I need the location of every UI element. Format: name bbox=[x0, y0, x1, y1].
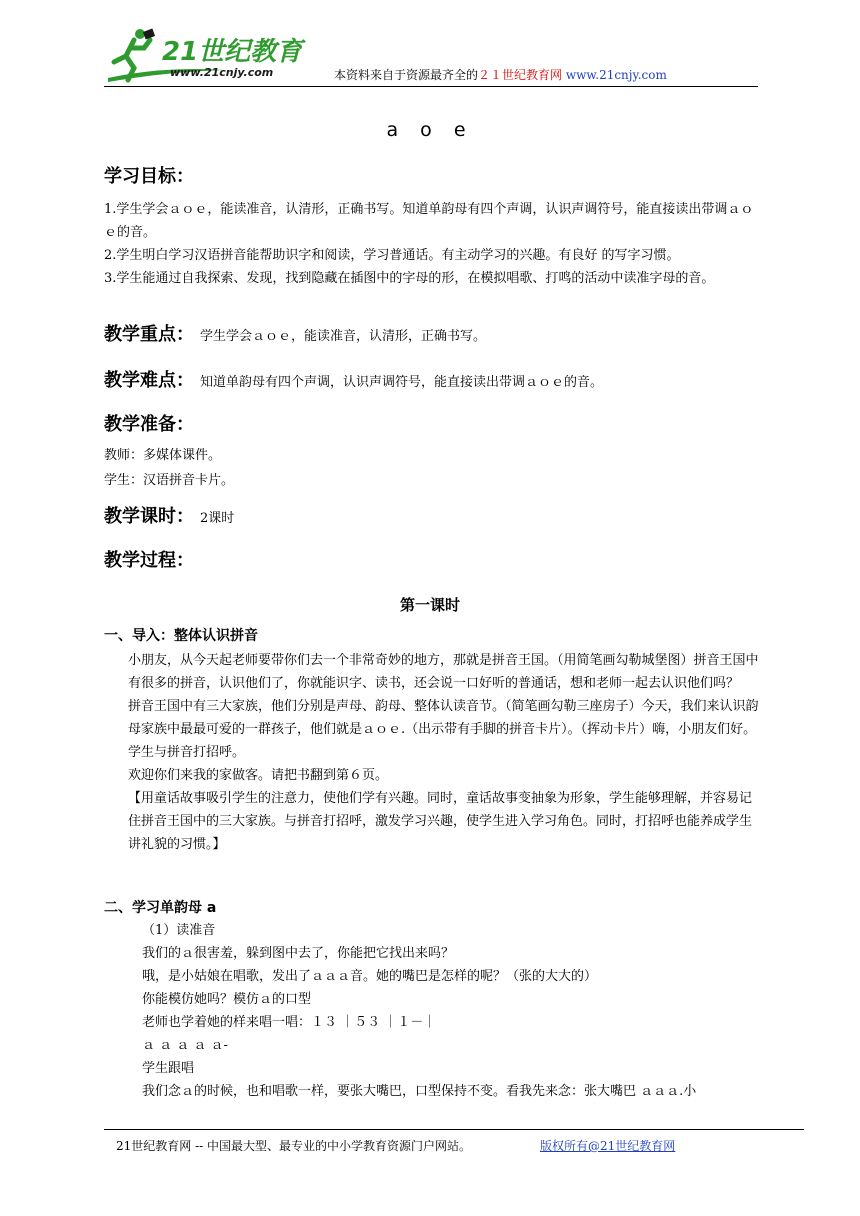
page-title: a o e bbox=[386, 119, 474, 141]
key-point-section bbox=[104, 320, 486, 346]
objective-item: 2.学生明白学习汉语拼音能帮助识字和阅读，学习普通话。有主动学习的兴趣。有良好 的写字习惯。 bbox=[104, 248, 680, 263]
part2-line: 我们念ａ的时候，也和唱歌一样，要张大嘴巴，口型保持不变。看我先来念：张大嘴巴 ａａａ.小 bbox=[142, 1084, 697, 1099]
part1-heading: 一、导入：整体认识拼音 bbox=[104, 628, 258, 644]
part2-heading: 二、学习单韵母 a bbox=[104, 900, 217, 916]
key-point-text: 学生学会ａｏｅ，能读准音，认清形，正确书写。 bbox=[200, 329, 487, 344]
part2-line: 老师也学着她的样来唱一唱：１３ ｜５３ ｜１－｜ bbox=[142, 1015, 437, 1030]
key-point-heading: 教学重点： bbox=[104, 324, 194, 345]
header-note-url[interactable]: www.21cnjy.com bbox=[565, 68, 667, 82]
lesson1-title: 第一课时 bbox=[399, 596, 460, 614]
page-footer bbox=[116, 1137, 676, 1154]
header-divider bbox=[104, 86, 758, 87]
hours-heading: 教学课时： bbox=[104, 506, 194, 527]
header-note bbox=[334, 66, 667, 83]
footer-text: 21世纪教育网 -- 中国最大型、最专业的中小学教育资源门户网站。 bbox=[116, 1139, 472, 1153]
difficulty-heading: 教学难点： bbox=[104, 370, 194, 391]
process-heading: 教学过程： bbox=[104, 550, 194, 571]
page-header bbox=[104, 26, 758, 86]
part2-line: 你能模仿她吗？模仿ａ的口型 bbox=[142, 992, 312, 1007]
part2-body bbox=[104, 919, 760, 1103]
preparation-item: 学生：汉语拼音卡片。 bbox=[104, 473, 235, 488]
part2-line: （1）读准音 bbox=[142, 923, 216, 938]
objective-item: 1.学生学会ａｏｅ，能读准音，认清形，正确书写。知道单韵母有四个声调，认识声调符号，能直接读出带调ａｏｅ的音。 bbox=[104, 202, 754, 240]
part1-paragraph: 拼音王国中有三大家族，他们分别是声母、韵母、整体认读音节。（简笔画勾勒三座房子）今天，我们来认识韵母家族中最最可爱的一群孩子，他们就是ａｏｅ.（出示带有手脚的拼音卡片）。（挥动卡片）嗨，小朋友们好。 bbox=[128, 699, 759, 737]
preparation-heading: 教学准备： bbox=[104, 414, 194, 435]
part1-body bbox=[104, 649, 760, 856]
logo-text: 21世纪教育 bbox=[162, 37, 303, 67]
part1-note: 【用童话故事吸引学生的注意力，使他们学有兴趣。同时，童话故事变抽象为形象，学生能够理解，并容易记住拼音王国中的三大家族。与拼音打招呼，激发学习兴趣，使学生进入学习角色。同时，打招呼也能养成学生讲礼貌的习惯。】 bbox=[128, 791, 753, 852]
logo-url: www.21cnjy.com bbox=[170, 66, 274, 79]
footer-copyright-link[interactable]: 版权所有@21世纪教育网 bbox=[540, 1139, 676, 1153]
header-note-prefix: 本资料来自于资源最齐全的 bbox=[334, 68, 479, 82]
hours-text: 2课时 bbox=[200, 511, 235, 526]
preparation-list bbox=[104, 443, 760, 493]
part1-paragraph: 小朋友，从今天起老师要带你们去一个非常奇妙的地方，那就是拼音王国。（用简笔画勾勒城堡图）拼音王国中有很多的拼音，认识他们了，你就能识字、读书，还会说一口好听的普通话，想和老师一起去认识他们吗？ bbox=[128, 653, 759, 691]
part2-line: 学生跟唱 bbox=[142, 1061, 195, 1076]
difficulty-section bbox=[104, 366, 603, 392]
part1-paragraph: 欢迎你们来我的家做客。请把书翻到第６页。 bbox=[128, 768, 389, 783]
part2-line: 我们的ａ很害羞，躲到图中去了，你能把它找出来吗？ bbox=[142, 946, 455, 961]
site-logo bbox=[104, 26, 309, 86]
footer-divider bbox=[104, 1129, 804, 1130]
part2-line: ａ ａ ａ ａ ａ- bbox=[142, 1038, 228, 1053]
part2-line: 哦，是小姑娘在唱歌，发出了ａａａ音。她的嘴巴是怎样的呢？（张的大大的） bbox=[142, 969, 598, 984]
preparation-item: 教师：多媒体课件。 bbox=[104, 448, 222, 463]
objective-item: 3.学生能通过自我探索、发现，找到隐藏在插图中的字母的形，在模拟唱歌、打鸣的活动中读准字母的音。 bbox=[104, 271, 715, 286]
objectives-list bbox=[104, 198, 760, 290]
difficulty-text: 知道单韵母有四个声调，认识声调符号，能直接读出带调ａｏｅ的音。 bbox=[200, 375, 604, 390]
objectives-heading: 学习目标： bbox=[104, 166, 194, 187]
part1-paragraph: 学生与拼音打招呼。 bbox=[128, 745, 246, 760]
hours-section bbox=[104, 502, 234, 528]
header-note-site[interactable]: ２１世纪教育网 bbox=[478, 68, 563, 82]
